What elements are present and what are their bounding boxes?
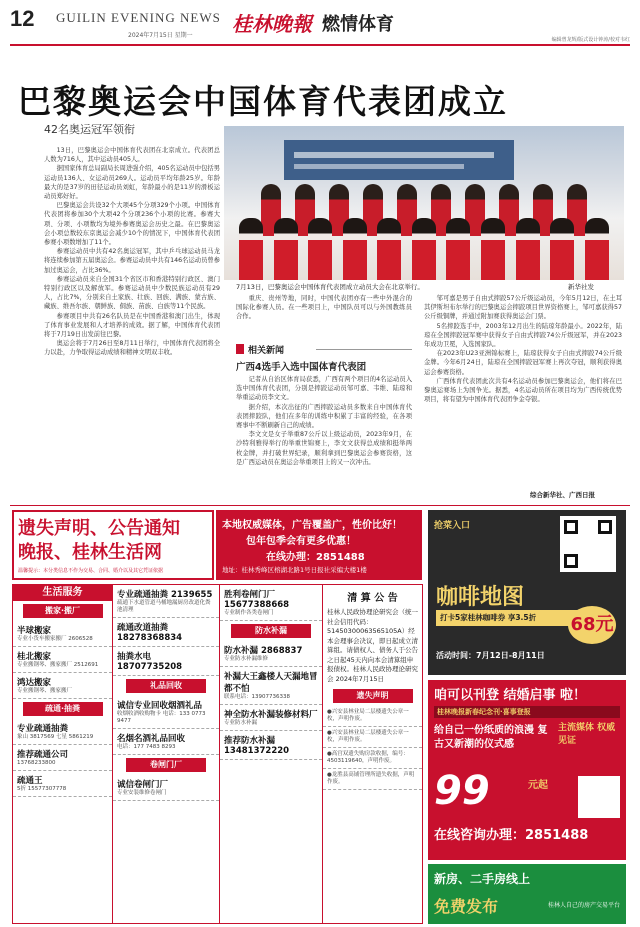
list-item: 半球搬家 专业小货车搬家搬厂 2606528 (13, 621, 112, 647)
header-rule (10, 44, 630, 46)
headline: 巴黎奥运会中国体育代表团成立 (18, 82, 508, 121)
list-item: ●龙胜县高铺管理所遗失收据，声明作废。 (323, 769, 422, 790)
moving-label: 搬家·搬厂 (23, 604, 103, 618)
ad-promo-banner: 本地权威媒体，广告覆盖广，性价比好！ 包年包季会有更多优惠！ 在线办理：2851488 地址：桂林秀峰区榕湖北路1号日报社采编大楼1楼 (216, 510, 422, 580)
list-item: 推荐疏通公司 13768233800 (13, 745, 112, 771)
related-news-body: 记者从自治区体育局获悉，广西有两个项目的4名运动员入选中国体育代表团，分别是摔跤运动员邹可嘉、韦维、陆琼和举重运动员李文文。 据介绍，本次出征的广西摔跤运动员多数来自中国体育代表团摔跤队，他们在多年的训练中积累了丰富的经验，在各项赛事中不断刷新自己的成绩。 李文文是女子举重87公斤以上级运动员，2023年9月，在沙特利雅得举行的举重世锦赛上，李文文获得总成绩和挺举两枚金牌，并打破世界纪录，顺利拿到巴黎奥运会参赛资格，这是广西运动员在奥运会举重项目上的又一次冲击。 (236, 376, 412, 466)
lost-label: 遗失声明 (333, 689, 413, 703)
liquidation-notice-title: 清 算 公 告 (347, 593, 398, 604)
editor-credit: 编辑曾龙辉/版式设计钟涛/校对韦红 (551, 37, 630, 43)
list-item: ●高宫双遗失购房款收据，编号：4503119640，声明作废。 (323, 748, 422, 769)
list-item: 疏通改道抽粪 18278368834 (113, 618, 219, 647)
photo-caption: 7月13日，巴黎奥运会中国体育代表团成立动员大会在北京举行。 (236, 283, 424, 291)
gift-label: 礼品回收 (126, 679, 206, 693)
wedding-notice-ad: 咱可以刊登 结婚启事 啦！ 桂林晚报新春纪念刊·喜事登报 给自己一份纸质的浪漫 复古又新潮的仪式感 主流媒体 权威见证 99 元起 在线咨询办理：2851488 (428, 680, 626, 860)
list-item: 胜利卷闸门厂 15677388668 专业制作各类卷闸门 (220, 585, 322, 621)
photo-backdrop-banner (284, 140, 514, 180)
issue-date: 2024年7月15日 星期一 (128, 32, 193, 39)
page-number: 12 (10, 6, 35, 31)
list-item: 专业疏通抽粪 2139655 疏通下水道管道马桶地漏厨房改道化粪池清理 (113, 585, 219, 618)
list-item: 补漏大王鑫楼人天漏地冒都不怕 联系电话：13907736338 (220, 667, 322, 705)
qr-code-icon (578, 776, 620, 818)
door-label: 卷闸门厂 (126, 758, 206, 772)
team-photo (224, 126, 624, 280)
list-item: 诚信专业回收烟酒礼品 收烟收酒收购物卡 电话：133 0773 9477 (113, 696, 219, 729)
list-item: 抽粪水电 18707735208 (113, 647, 219, 676)
coffee-map-ad: 抢菜入口 咖啡地图 打卡5家桂林咖啡券 享3.5折 68元 活动时间：7月12日-8月11日 (428, 510, 626, 675)
subhead: 42名奥运冠军领衔 (44, 123, 135, 136)
list-item: 神全防水补漏装修材料厂 专业防水补漏 (220, 705, 322, 731)
article-column-2: 重庆、贵州等地，同时，中国代表团亦有一些中外混合的国际化参赛人员。在一些项目上，中国队员可以与外国教练员合作。 (236, 295, 412, 321)
list-item: 专业疏通抽粪 象山 3817569 七星 5861219 (13, 719, 112, 745)
classified-column-c (220, 584, 323, 924)
list-item: 鸿达搬家 专业搬钢琴、搬家搬厂 (13, 673, 112, 699)
article-source-credit: 综合新华社、广西日报 (530, 491, 595, 499)
masthead (0, 0, 640, 44)
classified-services-column (12, 584, 113, 924)
section-title: 燃情体育 (322, 14, 394, 35)
liquidation-notice-body: 桂林人民政协理论研究会（统一社会信用代码：51450300063565105A）经本会理事会决议，即日起成立清算组。请债权人、债务人于公告之日起45天内向本会清算组申报债权。桂林人民政协理论研究会 2024年7月15日 (327, 608, 418, 683)
classified-column-d (323, 584, 423, 924)
related-news-label: 相关新闻 (236, 342, 412, 356)
list-item: 名烟名酒礼品回收 电话：177 7483 8293 (113, 729, 219, 755)
housing-ad: 新房、二手房线上 免费发布 桂林人自己的房产交易平台 (428, 864, 626, 924)
lost-notice-ad: 遗失声明、公告通知 晚报、桂林生活网 温馨提示：本分类信息不作为交易、合同、婚介以及其它凭证依据 (12, 510, 214, 580)
ad-separator (10, 505, 630, 506)
list-item: ●兴安县林业局二层楼遗失公章一枚，声明作废。 (323, 706, 422, 727)
drain-label: 疏通·抽粪 (23, 702, 103, 716)
article-column-3: 邹可嘉是男子自由式摔跤57公斤级运动员，今年5月12日，在土耳其伊斯坦布尔举行的巴黎奥运会摔跤项目世界资格赛上，邹可嘉获得57公斤级铜牌，并通过附加赛获得奥运会门票。 5名摔跤选手中，2003年12月出生的陆琼年龄最小。2022年，陆琼在全国摔跤冠军赛中获得女子自由式摔跤74公斤级冠军，并在2023年成功卫冕，入选国家队。 在2023年U23亚洲锦标赛上，陆琼获得女子自由式摔跤74公斤级金牌。今年6月24日，陆琼在全国摔跤冠军赛上再次夺冠，顺利获得奥运会参赛资格。 广西体育代表团此次共有4名运动员参加巴黎奥运会，他们将在巴黎奥运赛场上为国争光。据悉，4名运动员所在项目均为广西传统优势项目，将有望为中国体育代表团争金夺银。 (424, 295, 622, 404)
list-item: ●兴安县林业局二层楼遗失公章一枚，声明作废。 (323, 727, 422, 748)
list-item: 疏通王 5折 15577307778 (13, 771, 112, 797)
classified-column-b (113, 584, 220, 924)
list-item: 推荐防水补漏 13481372220 (220, 731, 322, 760)
list-item: 桂北搬家 专业搬钢琴、搬家搬厂 2512691 (13, 647, 112, 673)
related-news-title: 广西4选手入选中国体育代表团 (236, 362, 367, 373)
photo-credit: 新华社发 (568, 283, 594, 291)
list-item: 防水补漏 2868837 专业防水补漏维修 (220, 641, 322, 667)
list-item: 诚信卷闸门厂 专业安装维修卷闸门 (113, 775, 219, 801)
newspaper-logo: 桂林晚報 (232, 12, 312, 36)
article-column-1: 13日，巴黎奥运会中国体育代表团在北京成立。代表团总人数为716人，其中运动员405人。 据国家体育总局副局长周进强介绍，405名运动员中包括男运动员136人、女运动员269人。运动员平均年龄25岁。年龄最大的是37岁的田径运动员刘虹，年龄最小的是11岁的滑板运动员郑好好。 巴黎奥运会共设32个大项45个分项329个小项。中国体育代表团将参加30个大项42个分项236个小项的比赛。参赛大项、分项、小项数均为境外参赛奥运会历史之最。在巴黎奥运会小项总数较东京奥运会减少10个的情况下，中国体育代表团参赛小项数增加了11个。 参赛运动员中共有42名奥运冠军，其中乒乓球运动员马龙将连续参加第五届奥运会。参赛运动员中共有146名运动员曾参加过奥运会，占比36%。 参赛运动员来自全国31个省区市和香港特别行政区、澳门特别行政区以及解放军。参赛运动员中少数民族运动员有29人，占比7%，分别来自土家族、壮族、回族、满族、蒙古族、藏族、维吾尔族、朝鲜族、侗族、苗族、白族等11个民族。 参赛项目中共有26名队员是在中国香港和澳门出生，体现了体育事业发展和人才培养的成效。据了解，中国体育代表团将于7月19日出发前往巴黎。 奥运会将于7月26日至8月11日举行，中国体育代表团将全力以赴，力争取得运动成绩和精神文明双丰收。 (44, 147, 220, 357)
qr-code-icon (560, 516, 616, 572)
newspaper-english-name: GUILIN EVENING NEWS (56, 10, 221, 25)
services-header: 生活服务 (13, 585, 112, 601)
waterproof-label: 防水补漏 (231, 624, 311, 638)
